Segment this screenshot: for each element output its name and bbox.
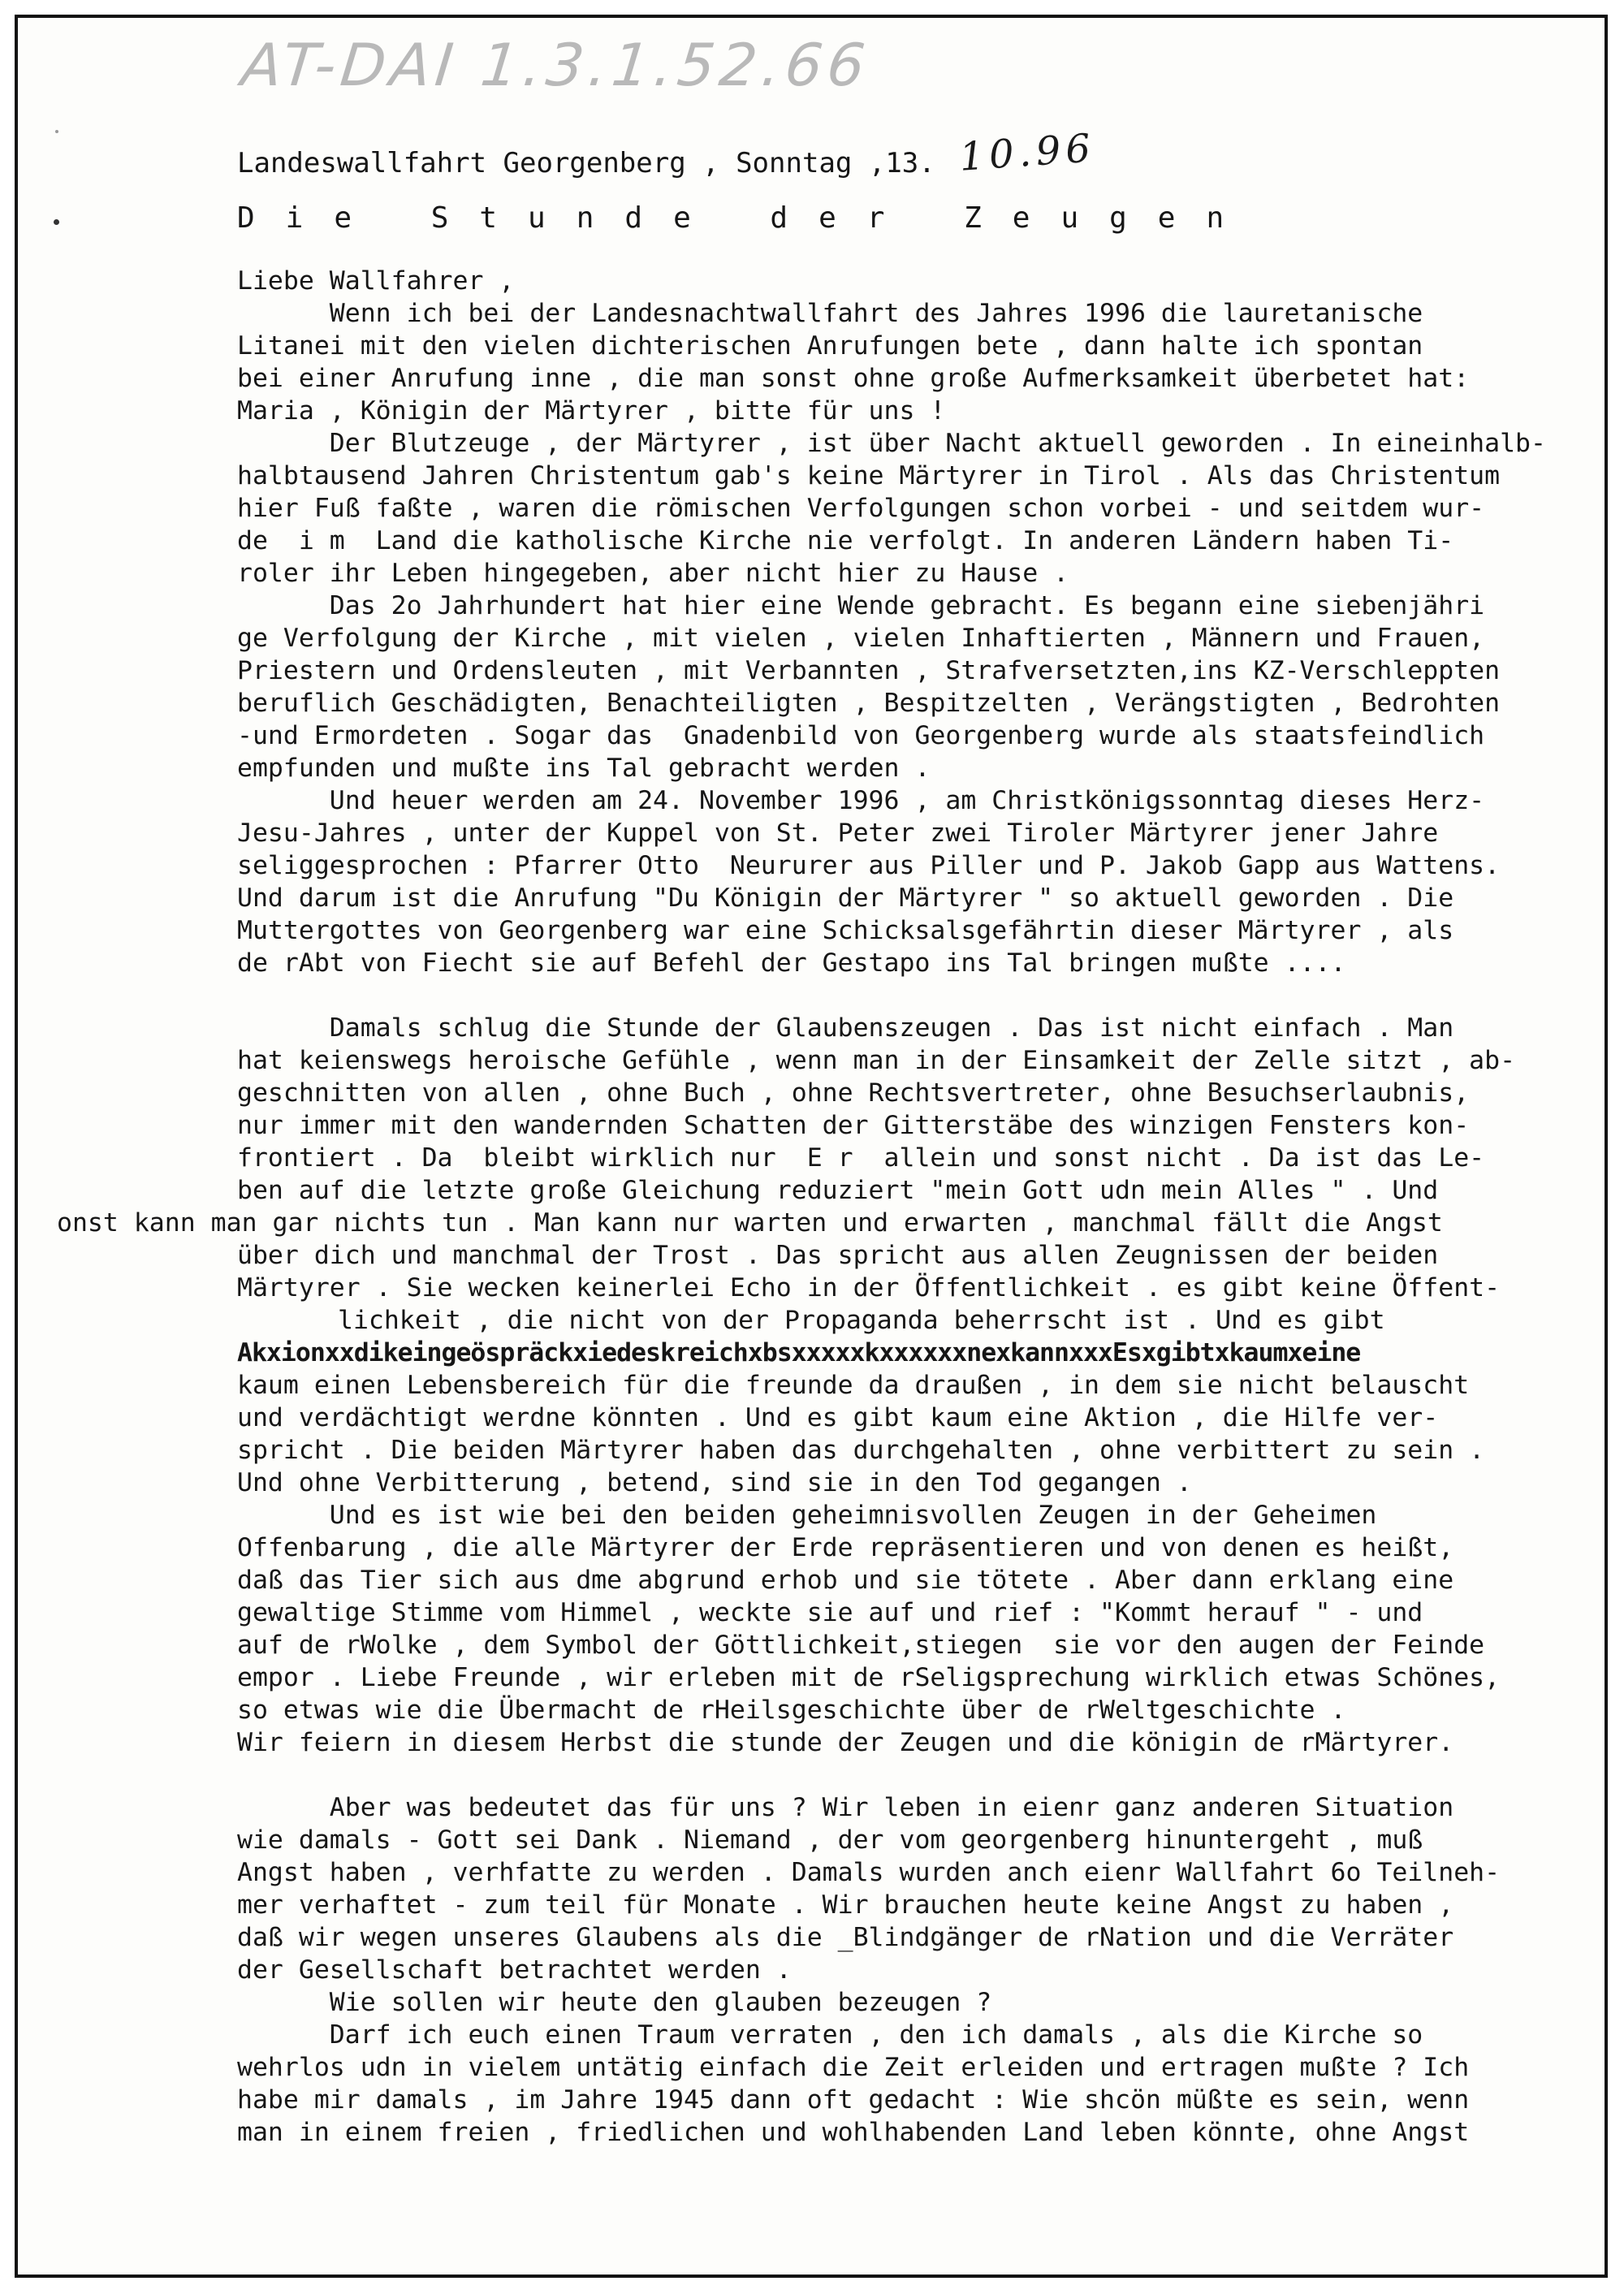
text-line: roler ihr Leben hingegeben, aber nicht hier zu Hause .	[237, 559, 1069, 588]
margin-speck	[55, 130, 58, 133]
text-line: hat keienswegs heroische Gefühle , wenn man in der Einsamkeit der Zelle sitzt , ab-	[237, 1046, 1516, 1075]
text-line: Und heuer werden am 24. November 1996 , am Christkönigssonntag dieses Herz-	[237, 786, 1485, 815]
text-line: auf de rWolke , dem Symbol der Göttlichkeit,stiegen sie vor den augen der Feinde	[237, 1631, 1485, 1660]
text-line: Litanei mit den vielen dichterischen Anrufungen bete , dann halte ich spontan	[237, 331, 1423, 361]
text-line: Der Blutzeuge , der Märtyrer , ist über Nacht aktuell geworden . In eineinhalb-	[237, 429, 1546, 458]
text-line: Wenn ich bei der Landesnachtwallfahrt des Jahres 1996 die lauretanische	[237, 299, 1423, 328]
text-line: wehrlos udn in vielem untätig einfach die Zeit erleiden und ertragen mußte ? Ich	[237, 2053, 1470, 2082]
margin-dot	[54, 219, 59, 225]
text-line: ge Verfolgung der Kirche , mit vielen , vielen Inhaftierten , Männern und Frauen,	[237, 624, 1485, 653]
text-line: daß das Tier sich aus dme abgrund erhob und sie tötete . Aber dann erklang eine	[237, 1566, 1454, 1595]
handwritten-date: 10.96	[957, 125, 1097, 180]
text-line: Wie sollen wir heute den glauben bezeugen ?	[237, 1988, 992, 2017]
text-line: der Gesellschaft betrachtet werden .	[237, 1955, 792, 1985]
text-line: Jesu-Jahres , unter der Kuppel von St. Peter zwei Tiroler Märtyrer jener Jahre	[237, 819, 1439, 848]
text-line: über dich und manchmal der Trost . Das spricht aus allen Zeugnissen der beiden	[237, 1241, 1439, 1270]
text-line: empor . Liebe Freunde , wir erleben mit de rSeligsprechung wirklich etwas Schönes,	[237, 1663, 1501, 1692]
text-line: Wir feiern in diesem Herbst die stunde der Zeugen und die königin de rMärtyrer.	[237, 1728, 1454, 1757]
text-line: de rAbt von Fiecht sie auf Befehl der Gestapo ins Tal bringen mußte ....	[237, 948, 1346, 978]
text-line: ben auf die letzte große Gleichung reduziert "mein Gott udn mein Alles " . Und	[237, 1176, 1439, 1205]
text-line: onst kann man gar nichts tun . Man kann nur warten und erwarten , manchmal fällt die Angst	[57, 1208, 1443, 1238]
text-line: Priestern und Ordensleuten , mit Verbannten , Strafversetzten,ins KZ-Verschleppten	[237, 656, 1501, 685]
text-line: halbtausend Jahren Christentum gab's keine Märtyrer in Tirol . Als das Christentum	[237, 461, 1501, 490]
text-line: lichkeit , die nicht von der Propaganda beherrscht ist . Und es gibt	[338, 1306, 1385, 1335]
letter-subtitle: Die Stunde der Zeugen	[237, 201, 1255, 235]
text-line: Aber was bedeutet das für uns ? Wir leben in eienr ganz anderen Situation	[237, 1793, 1454, 1822]
heading-text: Landeswallfahrt Georgenberg , Sonntag ,13.	[237, 147, 935, 179]
text-line: so etwas wie die Übermacht de rHeilsgeschichte über de rWeltgeschichte .	[237, 1696, 1346, 1725]
text-line: Und ohne Verbitterung , betend, sind sie in den Tod gegangen .	[237, 1468, 1192, 1497]
text-line: mer verhaftet - zum teil für Monate . Wir brauchen heute keine Angst zu haben ,	[237, 1890, 1454, 1920]
text-line: -und Ermordeten . Sogar das Gnadenbild von Georgenberg wurde als staatsfeindlich	[237, 721, 1485, 750]
letter-heading	[237, 125, 1097, 182]
text-line: spricht . Die beiden Märtyrer haben das durchgehalten , ohne verbittert zu sein .	[237, 1436, 1485, 1465]
text-line: AkxionxxdikeingeöspräckxiedeskreichxbsxxxxxkxxxxxxnexkannxxxEsxgibtxkaumxeine	[237, 1338, 1361, 1367]
text-line: hier Fuß faßte , waren die römischen Verfolgungen schon vorbei - und seitdem wur-	[237, 494, 1485, 523]
text-line: Angst haben , verhfatte zu werden . Damals wurden anch eienr Wallfahrt 6o Teilneh-	[237, 1858, 1501, 1887]
text-line: Maria , Königin der Märtyrer , bitte für uns !	[237, 396, 946, 426]
text-line	[237, 979, 1569, 1012]
text-line: Das 2o Jahrhundert hat hier eine Wende gebracht. Es begann eine siebenjähri	[237, 591, 1485, 620]
text-line: Liebe Wallfahrer ,	[237, 266, 515, 296]
text-line: Und darum ist die Anrufung "Du Königin der Märtyrer " so aktuell geworden . Die	[237, 883, 1454, 913]
text-line: frontiert . Da bleibt wirklich nur E r allein und sonst nicht . Da ist das Le-	[237, 1143, 1485, 1173]
text-line: beruflich Geschädigten, Benachteiligten , Bespitzelten , Verängstigten , Bedrohten	[237, 689, 1501, 718]
text-line: bei einer Anrufung inne , die man sonst ohne große Aufmerksamkeit überbetet hat:	[237, 364, 1470, 393]
text-line: wie damals - Gott sei Dank . Niemand , der vom georgenberg hinuntergeht , muß	[237, 1825, 1423, 1855]
letter-body	[57, 265, 1569, 2149]
text-line: und verdächtigt werdne könnten . Und es gibt kaum eine Aktion , die Hilfe ver-	[237, 1403, 1439, 1432]
text-line: seliggesprochen : Pfarrer Otto Neururer aus Piller und P. Jakob Gapp aus Wattens.	[237, 851, 1501, 880]
archive-stamp: AT-DAI 1.3.1.52.66	[238, 31, 874, 99]
text-line: man in einem freien , friedlichen und wohlhabenden Land leben könnte, ohne Angst	[237, 2118, 1470, 2147]
text-line: de i m Land die katholische Kirche nie verfolgt. In anderen Ländern haben Ti-	[237, 526, 1454, 555]
text-line: geschnitten von allen , ohne Buch , ohne Rechtsvertreter, ohne Besuchserlaubnis,	[237, 1078, 1470, 1108]
text-line: daß wir wegen unseres Glaubens als die _Blindgänger de rNation und die Verräter	[237, 1923, 1454, 1952]
text-line: kaum einen Lebensbereich für die freunde da draußen , in dem sie nicht belauscht	[237, 1371, 1470, 1400]
text-line: nur immer mit den wandernden Schatten der Gitterstäbe des winzigen Fensters kon-	[237, 1111, 1470, 1140]
text-line: Damals schlug die Stunde der Glaubenszeugen . Das ist nicht einfach . Man	[237, 1013, 1454, 1043]
text-line: Märtyrer . Sie wecken keinerlei Echo in der Öffentlichkeit . es gibt keine Öffent-	[237, 1273, 1501, 1303]
text-line	[237, 1759, 1569, 1791]
text-line: gewaltige Stimme vom Himmel , weckte sie auf und rief : "Kommt herauf " - und	[237, 1598, 1423, 1627]
text-line: Darf ich euch einen Traum verraten , den ich damals , als die Kirche so	[237, 2020, 1423, 2050]
text-line: empfunden und mußte ins Tal gebracht werden .	[237, 754, 931, 783]
text-line: Offenbarung , die alle Märtyrer der Erde repräsentieren und von denen es heißt,	[237, 1533, 1454, 1562]
text-line: habe mir damals , im Jahre 1945 dann oft gedacht : Wie shcön müßte es sein, wenn	[237, 2085, 1470, 2115]
text-line: Und es ist wie bei den beiden geheimnisvollen Zeugen in der Geheimen	[237, 1501, 1377, 1530]
text-line: Muttergottes von Georgenberg war eine Schicksalsgefährtin dieser Märtyrer , als	[237, 916, 1454, 945]
